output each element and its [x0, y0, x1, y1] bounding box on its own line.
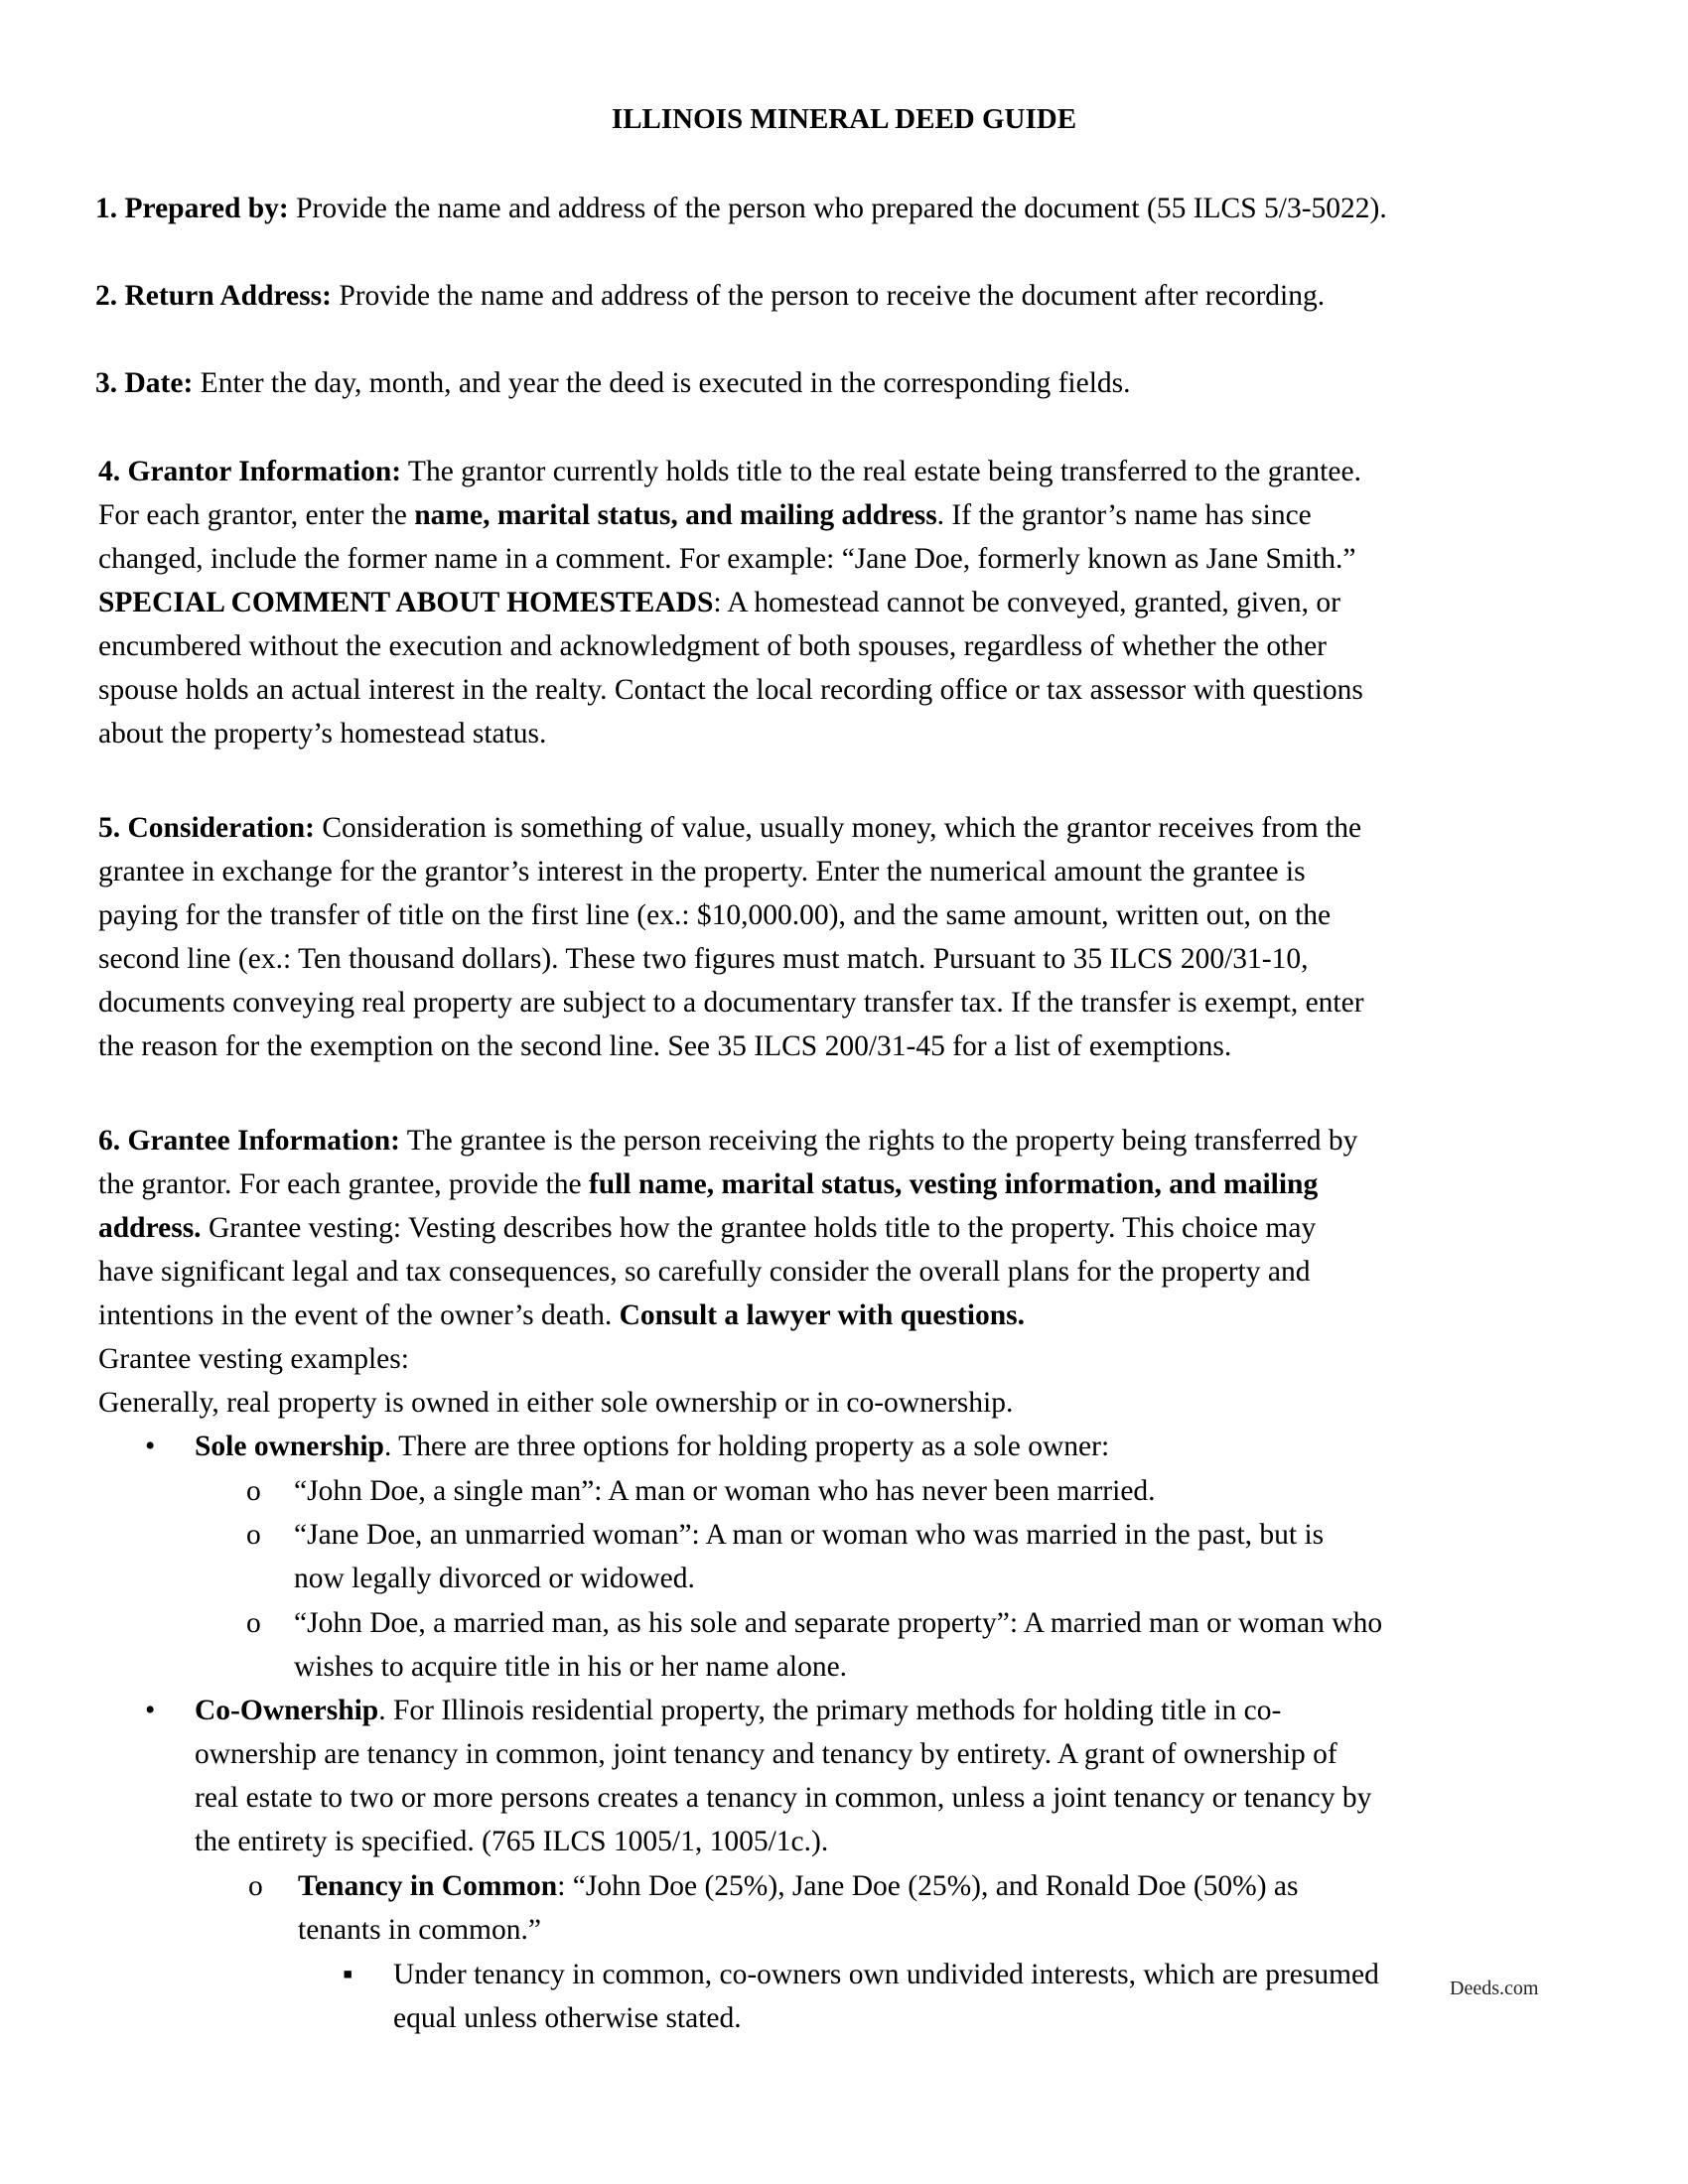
section-label: 5. Consideration:	[98, 812, 315, 844]
sub-sub-item-undivided-interests: Under tenancy in common, co-owners own undivided interests, which are presumed	[393, 1959, 1379, 1990]
bullet-marker: •	[145, 1695, 156, 1726]
square-marker: ▪	[343, 1959, 353, 1990]
document-page: ILLINOIS MINERAL DEED GUIDE 1. Prepared by: Provide the name and address of the person who prepared the document (55 ILCS 5/3-5022). 2. Return Address: Provide the name and address of the person to receive the document after recording. 3. Date: Enter the day, month, and year the deed is executed in the corresponding fields. 4. Grantor Information: The grantor currently holds title to the real estate being transferred to the grantee. For each grantor, enter the name, marital status, and mailing address. If the grantor’s name has since changed, include the former name in a comment. For example: “Jane Doe, formerly known as Jane Smith.” SPECIAL COMMENT ABOUT HOMESTEADS: A homestead cannot be conveyed, granted, given, or encumbered without the execution and acknowledgment of both spouses, regardless of whether the other spouse holds an actual interest in the realty. Contact the local recording office or tax assessor with questions about the property’s homestead status. 5. Consideration: Consideration is something of value, usually money, which the grantor receives from the grantee in exchange for the grantor’s interest in the property. Enter the numerical amount the grantee is paying for the transfer of title on the first line (ex.: $10,000.00), and the same amount, written out, on the second line (ex.: Ten thousand dollars). These two figures must match. Pursuant to 35 ILCS 200/31-10, documents conveying real property are subject to a documentary transfer tax. If the transfer is exempt, enter the reason for the exemption on the second line. See 35 ILCS 200/31-45 for a list of exemptions. 6. Grantee Information: The grantee is the person receiving the rights to the property being transferred by the grantor. For each grantee, provide the full name, marital status, vesting information, and mailing address. Grantee vesting: Vesting describes how the grantee holds title to the property. This choice may have significant legal and tax consequences, so carefully consider the overall plans for the property and intentions in the event of the owner’s death. Consult a lawyer with questions. Grantee vesting examples: Generally, real property is owned in either sole ownership or in co-ownership. • Sole ownership. There are three options for holding property as a sole owner: o “John Doe, a single man”: A man or woman who has never been married. o “Jane Doe, an unmarried woman”: A man or woman who was married in the past, but is now legally divorced or widowed. o “John Doe, a married man, as his sole and separate property”: A married man or woman who wishes to acquire title in his or her name alone. • Co-Ownership. For Illinois residential property, the primary methods for holding title in co- ownership are tenancy in common, joint tenancy and tenancy by entirety. A grant of ownership of real estate to two or more persons creates a tenancy in common, unless a joint tenancy or tenancy by the entirety is specified. (765 ILCS 1005/1, 1005/1c.). o Tenancy in Common: “John Doe (25%), Jane Doe (25%), and Ronald Doe (50%) as tenants in common.” ▪ Under tenancy in common, co-owners own undivided interests, which are presumed equal unless otherwise stated. Deeds.com	[0, 0, 1688, 2184]
section-label: 4. Grantor Information:	[98, 456, 402, 487]
document-title: ILLINOIS MINERAL DEED GUIDE	[611, 103, 1077, 135]
circle-marker: o	[246, 1607, 261, 1639]
section-prepared-by: 1. Prepared by: Provide the name and address of the person who prepared the document (55 ILCS 5/3-5022).	[95, 193, 1387, 224]
section-label: 1. Prepared by:	[95, 193, 289, 224]
section-date: 3. Date: Enter the day, month, and year the deed is executed in the corresponding fields.	[95, 367, 1131, 399]
circle-marker: o	[248, 1870, 263, 1902]
sub-item-single-man: “John Doe, a single man”: A man or woman who has never been married.	[294, 1475, 1156, 1507]
section-label: 6. Grantee Information:	[98, 1125, 400, 1157]
circle-marker: o	[246, 1519, 261, 1551]
section-return-address: 2. Return Address: Provide the name and address of the person to receive the document after recording.	[95, 280, 1326, 312]
footer-brand: Deeds.com	[1450, 1978, 1539, 1999]
sub-item-married-man: “John Doe, a married man, as his sole and separate property”: A married man or woman who	[294, 1607, 1383, 1639]
section-label: 2. Return Address:	[95, 280, 332, 312]
section-label: 3. Date:	[95, 367, 194, 399]
sub-item-unmarried-woman: “Jane Doe, an unmarried woman”: A man or woman who was married in the past, but is	[294, 1519, 1325, 1551]
homestead-heading: SPECIAL COMMENT ABOUT HOMESTEADS	[98, 587, 714, 618]
bullet-marker: •	[145, 1431, 156, 1462]
sub-item-tenancy-in-common: Tenancy in Common: “John Doe (25%), Jane Doe (25%), and Ronald Doe (50%) as	[298, 1870, 1299, 1902]
circle-marker: o	[246, 1475, 261, 1507]
